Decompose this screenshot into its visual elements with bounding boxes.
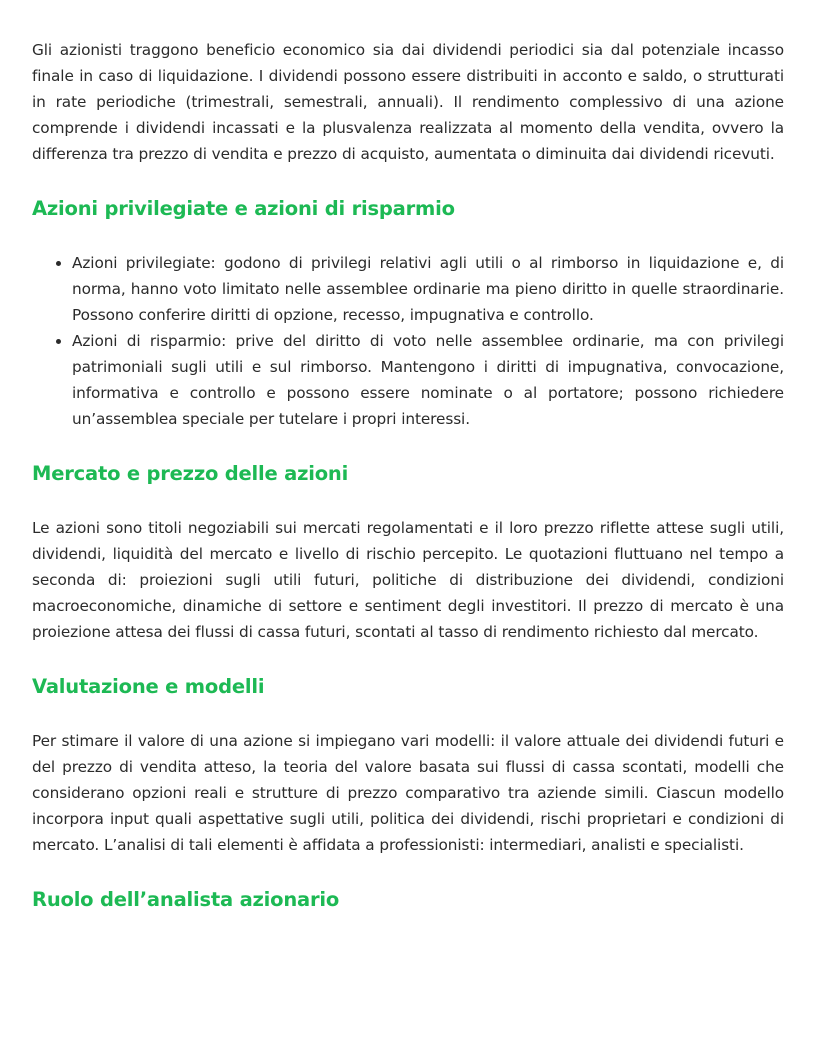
- valuation-paragraph: Per stimare il valore di una azione si impiegano vari modelli: il valore attuale dei dividendi futuri e del prezzo di vendita atteso, la teoria del valore basata sui flussi di cassa scontati, modelli che considerano opzioni reali e strutture di prezzo comparativo tra aziende simili. Ciascun modello incorpora input quali aspettative sugli utili, politica dei dividendi, rischi proprietari e condizioni di mercato. L’analisi di tali elementi è affidata a professionisti: intermediari, analisti e specialisti.: [32, 732, 784, 854]
- heading-privileged-shares: Azioni privilegiate e azioni di risparmio: [32, 197, 455, 220]
- heading-valuation-models: Valutazione e modelli: [32, 675, 265, 698]
- intro-paragraph: Gli azionisti traggono beneficio economico sia dai dividendi periodici sia dal potenziale incasso finale in caso di liquidazione. I dividendi possono essere distribuiti in acconto e saldo, o strutturati in rate periodiche (trimestrali, semestrali, annuali). Il rendimento complessivo di una azione comprende i dividendi incassati e la plusvalenza realizzata al momento della vendita, ovvero la differenza tra prezzo di vendita e prezzo di acquisto, aumentata o diminuita dai dividendi ricevuti.: [32, 41, 784, 163]
- privileged-shares-list: [32, 250, 784, 432]
- list-item-privileged: • Azioni privilegiate: godono di privilegi relativi agli utili o al rimborso in liquidazione e, di norma, hanno voto limitato nelle assemblee ordinarie ma pieno diritto in quelle straordinarie. Possono conferire diritti di opzione, recesso, impugnativa e controllo.: [72, 250, 784, 328]
- market-paragraph: Le azioni sono titoli negoziabili sui mercati regolamentati e il loro prezzo riflette attese sugli utili, dividendi, liquidità del mercato e livello di rischio percepito. Le quotazioni fluttuano nel tempo a seconda di: proiezioni sugli utili futuri, politiche di distribuzione dei dividendi, condizioni macroeconomiche, dinamiche di settore e sentiment degli investitori. Il prezzo di mercato è una proiezione attesa dei flussi di cassa futuri, scontati al tasso di rendimento richiesto dal mercato.: [32, 519, 784, 641]
- heading-equity-analyst: Ruolo dell’analista azionario: [32, 888, 340, 911]
- list-item-savings: • Azioni di risparmio: prive del diritto di voto nelle assemblee ordinarie, ma con privilegi patrimoniali sugli utili e sul rimborso. Mantengono i diritti di impugnativa, convocazione, informativa e controllo e possono essere nominate o al portatore; possono richiedere un’assemblea speciale per tutelare i propri interessi.: [72, 328, 784, 432]
- heading-market-price: Mercato e prezzo delle azioni: [32, 462, 349, 485]
